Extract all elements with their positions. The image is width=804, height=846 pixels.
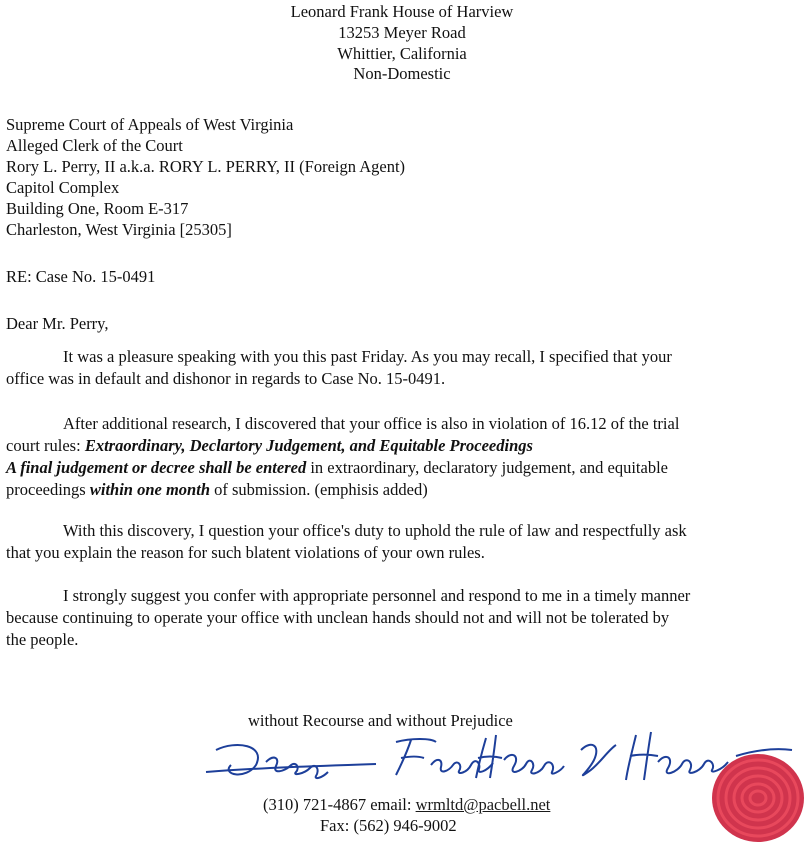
paragraph-2-line (6, 436, 533, 456)
recipient-line: Charleston, West Virginia [25305] (6, 220, 232, 239)
red-thumbprint (700, 740, 804, 846)
paragraph-4-line: because continuing to operate your office with unclean hands should not and will not be tolerated by (6, 608, 670, 627)
closing-phrase: without Recourse and without Prejudice (248, 711, 513, 730)
fax-line: Fax: (562) 946-9002 (320, 816, 457, 835)
rule-text: of submission. (emphisis added) (210, 480, 428, 499)
sender-name: Leonard Frank House of Harview (290, 2, 514, 21)
rule-title-emphasis: Extraordinary, Declartory Judgement, and Equitable Proceedings (84, 436, 533, 455)
sender-city: Whittier, California (337, 44, 467, 63)
recipient-line: Alleged Clerk of the Court (6, 136, 183, 155)
phone-text: (310) 721-4867 email: (263, 795, 416, 814)
paragraph-2-line (6, 480, 428, 500)
salutation: Dear Mr. Perry, (6, 314, 109, 333)
paragraph-1-line: It was a pleasure speaking with you this past Friday. As you may recall, I specified that your (63, 347, 672, 366)
rule-text: court rules: (6, 436, 85, 455)
paragraph-1-line: office was in default and dishonor in regards to Case No. 15-0491. (6, 369, 446, 388)
re-line: RE: Case No. 15-0491 (6, 267, 156, 286)
recipient-line: Building One, Room E-317 (6, 199, 189, 218)
paragraph-2-line: After additional research, I discovered that your office is also in violation of 16.12 of the trial (63, 414, 680, 433)
paragraph-4-line: I strongly suggest you confer with appropriate personnel and respond to me in a timely manner (63, 586, 691, 605)
recipient-line: Rory L. Perry, II a.k.a. RORY L. PERRY, II (Foreign Agent) (6, 157, 406, 176)
paragraph-4-line: the people. (6, 630, 79, 649)
contact-line (263, 795, 550, 815)
paragraph-3-line: that you explain the reason for such blatent violations of your own rules. (6, 543, 485, 562)
email-link[interactable]: wrmltd@pacbell.net (415, 795, 551, 814)
paragraph-2-line (6, 458, 668, 478)
rule-emphasis: within one month (89, 480, 210, 499)
sender-status: Non-Domestic (353, 64, 451, 83)
rule-emphasis: A final judgement or decree shall be entered (6, 458, 307, 477)
recipient-line: Capitol Complex (6, 178, 120, 197)
rule-text: in extraordinary, declaratory judgement, and equitable (306, 458, 668, 477)
sender-street: 13253 Meyer Road (338, 23, 466, 42)
recipient-line: Supreme Court of Appeals of West Virginia (6, 115, 294, 134)
paragraph-3-line: With this discovery, I question your office's duty to uphold the rule of law and respectfully ask (63, 521, 687, 540)
rule-text: proceedings (6, 480, 90, 499)
